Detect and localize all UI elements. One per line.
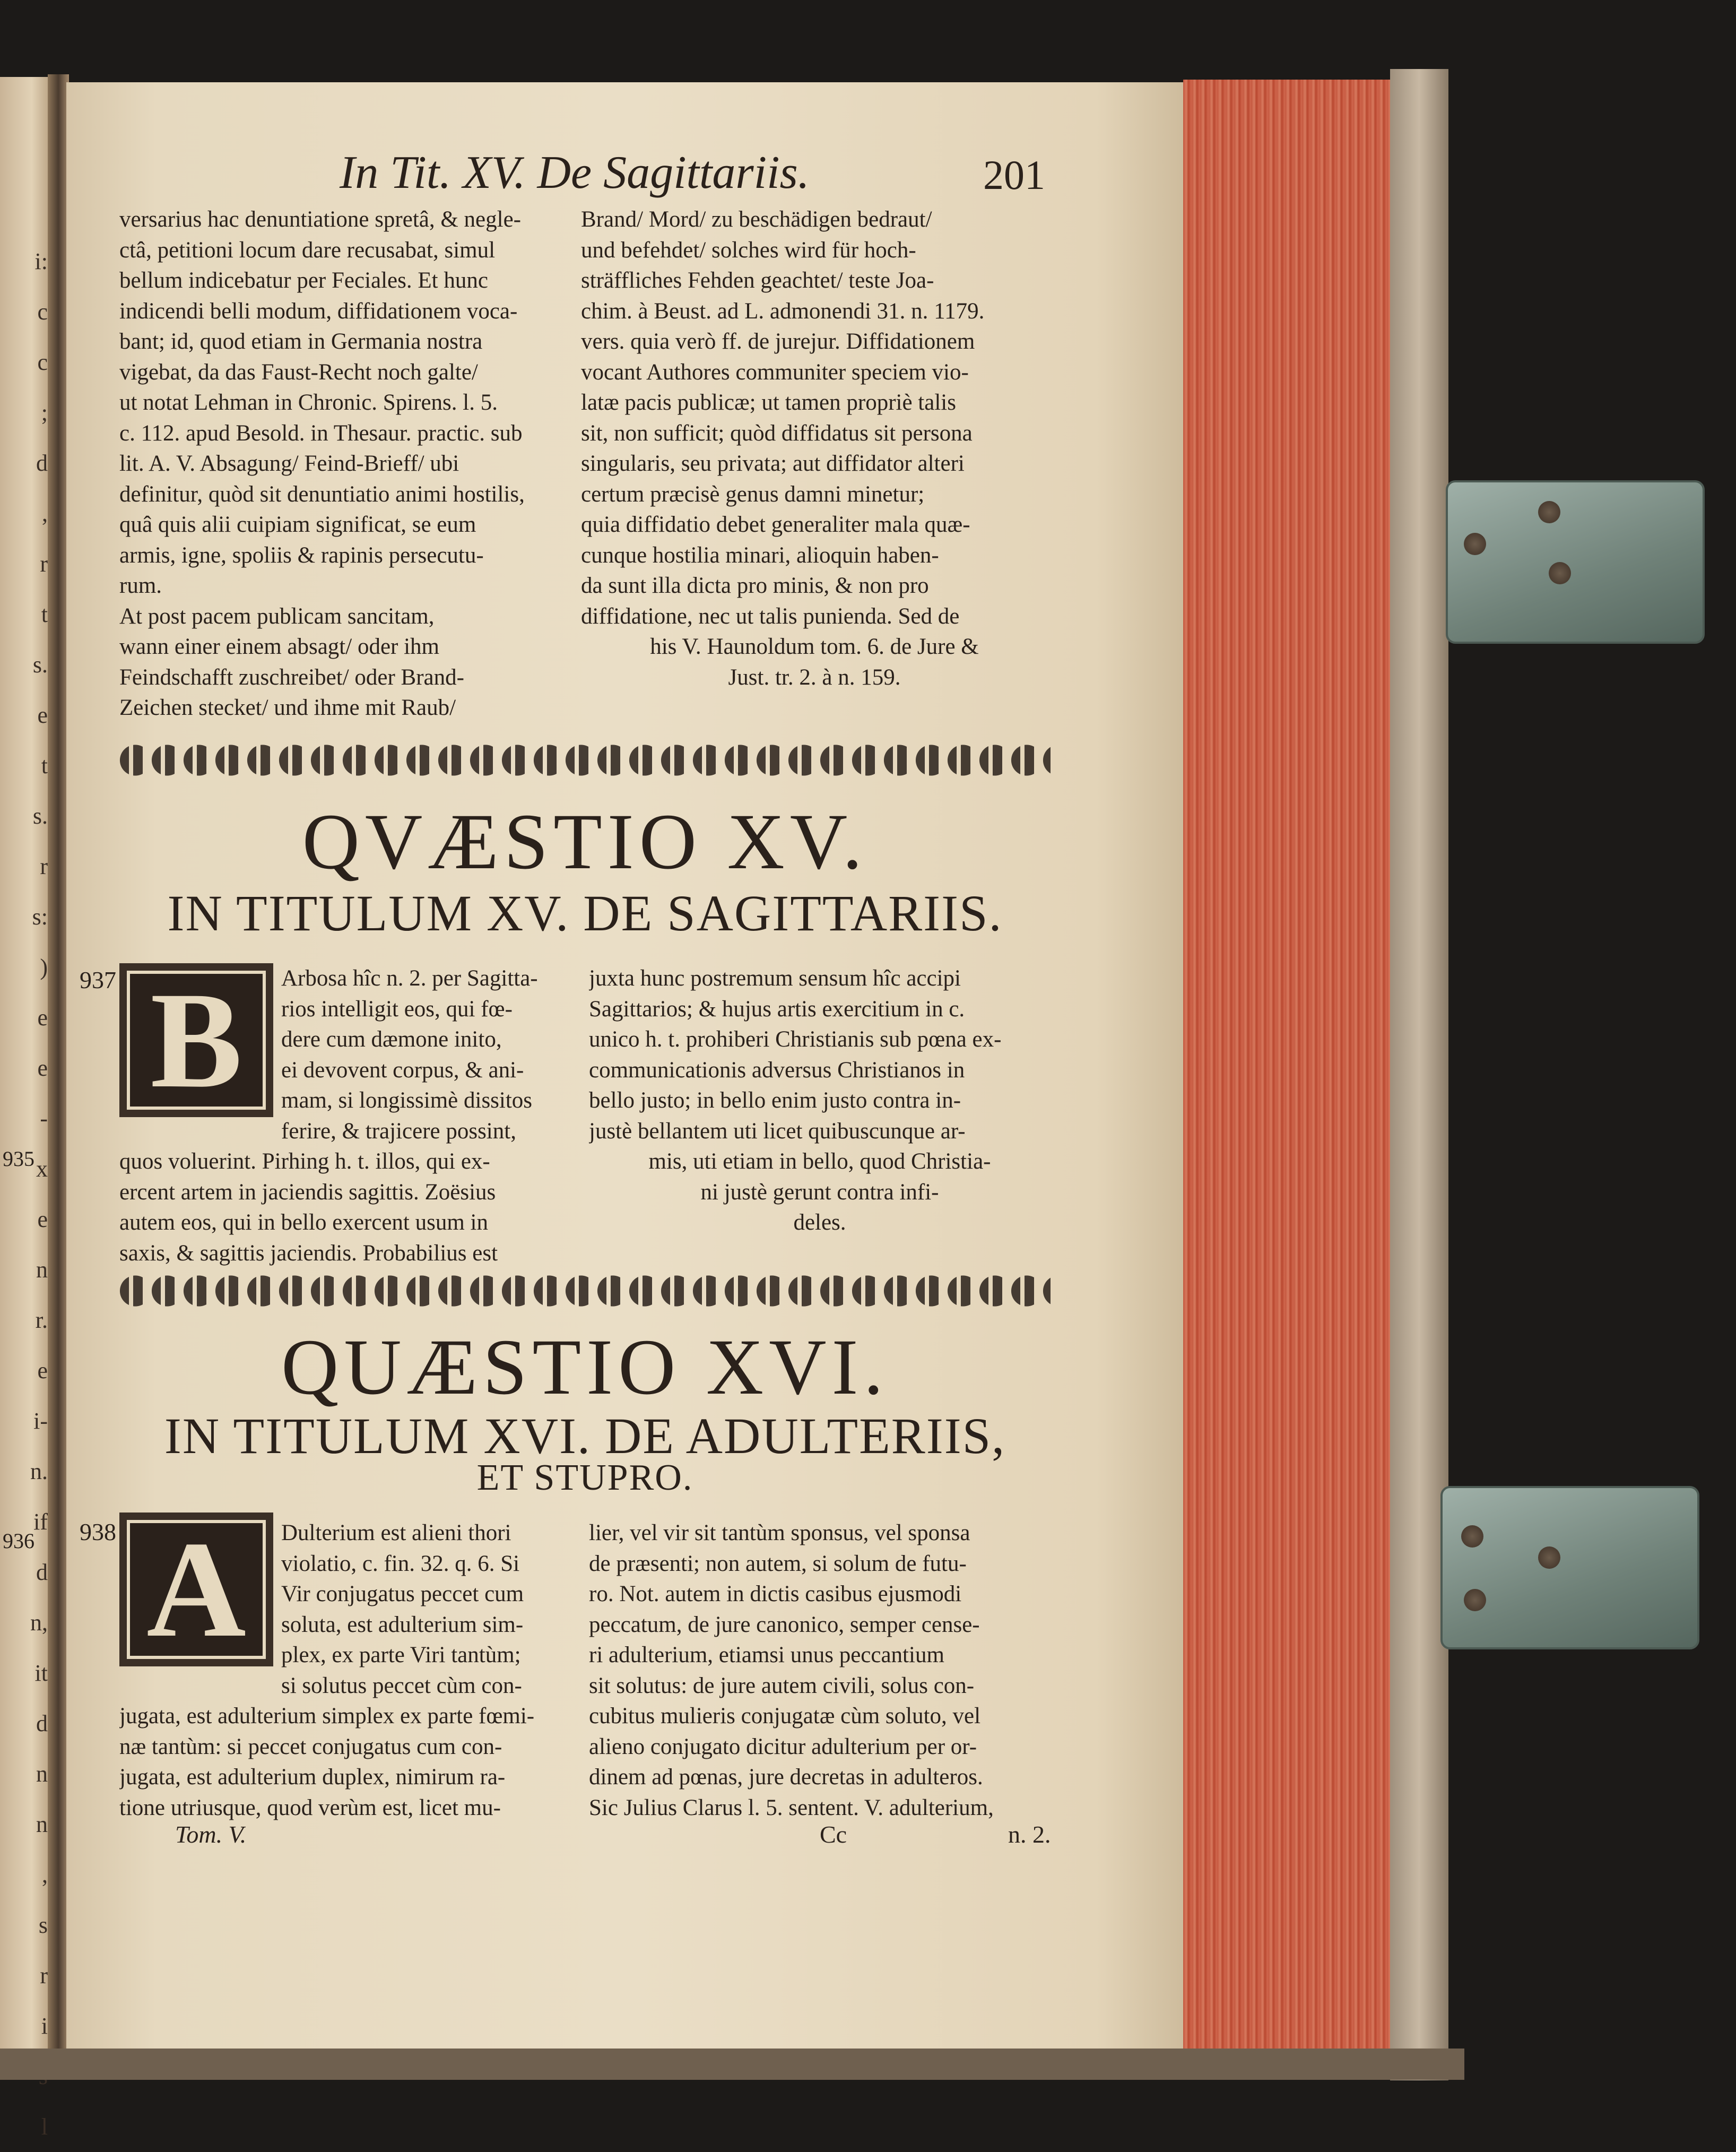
q16-right-column [589,1518,1051,1823]
text-line: rios intelligit eos, qui fœ- [281,996,513,1022]
text-line: At post pacem publicam sancitam, [119,603,435,629]
q15-title: QVÆSTIO XV. [302,798,868,886]
text-line: Vir conjugatus peccet cum [281,1581,524,1606]
q16-left-column [119,1701,568,1823]
margin-fragment: r [40,1963,48,1989]
text-line: jugata, est adulterium simplex ex parte fœmi- [119,1704,535,1728]
margin-fragment: i- [33,1408,48,1434]
left-margin-fragments [11,236,48,2152]
text-line: jugata, est adulterium duplex, nimirum ra- [119,1765,506,1790]
text-line: Dulterium est alieni thori [281,1520,511,1545]
text-line: plex, ex parte Viri tantùm; [281,1643,521,1667]
margin-fragment: n [36,1811,48,1837]
cover-board [1390,69,1448,2080]
margin-fragment: t [41,601,48,627]
q15-subtitle: IN TITULUM XV. DE SAGITTARIIS. [167,885,1003,941]
text-line: c. 112. apud Besold. in Thesaur. practic. sub [119,420,523,446]
margin-fragment: ) [40,954,48,980]
text-line: Feindschafft zuschreibet/ oder Brand- [119,664,464,690]
margin-fragment: i: [34,248,48,274]
text-line: diffidatione, nec ut talis punienda. Sed de [581,603,960,629]
text-line: sit solutus: de jure autem civili, solus con- [589,1673,975,1698]
margin-fragment: s. [32,652,48,678]
red-page-edge [1183,80,1406,2067]
top-right-column [581,204,1048,693]
text-line: peccatum, de jure canonico, semper cense- [589,1612,980,1637]
text-line: justè bellantem uti licet quibuscunque ar- [589,1118,966,1144]
margin-fragment: n [36,1257,48,1283]
clasp-rivet [1461,1525,1483,1548]
margin-fragment: c [37,349,48,375]
text-line: quâ quis alii cuipiam significat, se eum [119,512,476,537]
margin-fragment: - [40,1105,48,1131]
q15-left-column [119,1146,568,1268]
margin-fragment: e [37,1206,48,1232]
q15-drop-cap: B [119,963,273,1117]
ornament-divider [119,1271,1051,1311]
lower-clasp [1440,1486,1699,1649]
text-line: vers. quia verò ff. de jurejur. Diffidationem [581,329,975,354]
text-line: certum præcisè genus damni minetur; [581,481,925,507]
text-line: mam, si longissimè dissitos [281,1088,533,1113]
running-head [329,146,1045,204]
text-line: rum. [119,573,162,598]
text-line: latæ pacis publicæ; ut tamen propriè talis [581,390,956,415]
margin-fragment: d [36,1559,48,1585]
margin-fragment: r [40,853,48,879]
top-left-column [119,204,565,723]
margin-fragment: s [38,1912,48,1938]
text-line: und befehdet/ solches wird für hoch- [581,237,916,263]
text-line: deles. [793,1210,846,1235]
text-line: lier, vel vir sit tantùm sponsus, vel sponsa [589,1520,970,1545]
text-line: ni justè gerunt contra infi- [700,1179,939,1205]
text-line: violatio, c. fin. 32. q. 6. Si [281,1551,520,1576]
margin-fragment: t [41,753,48,779]
clasp-rivet [1464,533,1486,555]
text-line: communicationis adversus Christianos in [589,1057,965,1083]
margin-number: 935 [3,1147,34,1171]
text-line: ro. Not. autem in dictis casibus ejusmodi [589,1581,962,1606]
text-line: chim. à Beust. ad L. admonendi 31. n. 1179. [581,298,985,324]
text-line: lit. A. V. Absagung/ Feind-Brieff/ ubi [119,451,459,476]
margin-fragment: i [41,2013,48,2039]
text-line: ercent artem in jaciendis sagittis. Zoësius [119,1179,496,1205]
text-line: definitur, quòd sit denuntiatio animi hostilis, [119,481,525,507]
margin-fragment: d [36,450,48,476]
text-line: dere cum dæmone inito, [281,1027,502,1052]
text-line: tione utriusque, quod verùm est, licet mu- [119,1795,501,1820]
text-line: alieno conjugato dicitur adulterium per or- [589,1734,977,1759]
margin-fragment: e [37,1358,48,1384]
text-line: wann einer einem absagt/ oder ihm [119,634,439,659]
text-line: ut notat Lehman in Chronic. Spirens. l. 5. [119,390,498,415]
margin-fragment: e [37,1055,48,1081]
text-line: quos voluerint. Pirhing h. t. illos, qui ex- [119,1149,490,1174]
text-line: da sunt illa dicta pro minis, & non pro [581,573,929,598]
text-line: vocant Authores communiter speciem vio- [581,359,969,385]
book-gutter [48,74,69,2070]
margin-fragment: r. [35,1307,48,1333]
text-line: Arbosa hîc n. 2. per Sagitta- [281,966,538,991]
text-line: Brand/ Mord/ zu beschädigen bedraut/ [581,207,932,232]
catchword: n. 2. [1008,1821,1051,1848]
text-line: ferire, & trajicere possint, [281,1118,516,1144]
margin-fragment: if [33,1509,48,1535]
text-line: soluta, est adulterium sim- [281,1612,524,1637]
q16-text-beside-cap [281,1518,568,1701]
margin-fragment: l [41,2114,48,2140]
clasp-rivet [1538,1546,1560,1569]
text-line: bant; id, quod etiam in Germania nostra [119,329,483,354]
text-line: ei devovent corpus, & ani- [281,1057,524,1083]
upper-clasp [1446,480,1705,644]
margin-fragment: r [40,551,48,577]
text-line: dinem ad pœnas, jure decretas in adulteros. [589,1765,983,1790]
text-line: Sagittarios; & hujus artis exercitium in c. [589,996,965,1022]
q16-number: 938 [80,1518,116,1545]
clasp-rivet [1549,562,1571,584]
margin-fragment: n. [30,1458,48,1484]
q15-right-column [589,963,1051,1238]
text-line: singularis, seu privata; aut diffidator alteri [581,451,965,476]
margin-fragment: c [37,299,48,325]
text-line: ctâ, petitioni locum dare recusabat, simul [119,237,496,263]
text-line: unico h. t. prohiberi Christianis sub pœna ex- [589,1027,1002,1052]
q15-number: 937 [80,966,116,993]
text-line: quia diffidatio debet generaliter mala quæ- [581,512,970,537]
text-line: armis, igne, spoliis & rapinis persecutu- [119,542,484,568]
text-line: Zeichen stecket/ und ihme mit Raub/ [119,695,456,720]
text-line: his V. Haunoldum tom. 6. de Jure & [650,634,979,659]
running-title: In Tit. XV. De Sagittariis. [340,147,810,198]
text-line: bellum indicebatur per Feciales. Et hunc [119,268,488,293]
margin-fragment: n [36,1761,48,1787]
margin-fragment: x [36,1156,48,1182]
text-line: Sic Julius Clarus l. 5. sentent. V. adulterium, [589,1795,994,1820]
ornament-divider [119,740,1051,780]
margin-number: 936 [3,1529,34,1553]
text-line: cubitus mulieris conjugatæ cùm soluto, vel [589,1704,981,1728]
margin-fragment: d [36,1710,48,1736]
text-line: Just. tr. 2. à n. 159. [728,664,901,690]
text-line: sträffliches Fehden geachtet/ teste Joa- [581,268,934,293]
margin-fragment: , [42,1862,48,1888]
text-line: versarius hac denuntiatione spretâ, & negle- [119,207,521,232]
text-line: de præsenti; non autem, si solum de futu- [589,1551,967,1576]
text-line: bello justo; in bello enim justo contra in- [589,1088,961,1113]
q16-drop-cap: A [119,1513,273,1666]
text-line: sit, non sufficit; quòd diffidatus sit persona [581,420,973,446]
clasp-rivet [1538,501,1560,523]
text-line: cunque hostilia minari, alioquin haben- [581,542,939,568]
margin-fragment: n, [30,1610,48,1636]
text-line: ri adulterium, etiamsi unus peccantium [589,1643,944,1667]
text-line: vigebat, da das Faust-Recht noch galte/ [119,359,478,385]
margin-fragment: s. [32,803,48,829]
left-page-edge [0,77,53,2140]
margin-fragment: , [42,500,48,526]
margin-fragment: e [37,1005,48,1031]
text-line: indicendi belli modum, diffidationem voca- [119,298,518,324]
q16-subtitle-line1: IN TITULUM XVI. DE ADULTERIIS, [164,1407,1006,1464]
page-number: 201 [983,152,1045,198]
q16-subtitle-line2: ET STUPRO. [476,1457,693,1498]
text-line: saxis, & sagittis jaciendis. Probabilius est [119,1240,498,1266]
margin-fragment: ; [41,400,48,426]
cover-bottom [0,2049,1464,2080]
q16-title: QUÆSTIO XVI. [281,1323,889,1411]
volume-mark: Tom. V. [175,1821,247,1848]
clasp-rivet [1464,1589,1486,1611]
text-line: mis, uti etiam in bello, quod Christia- [648,1149,991,1174]
margin-fragment: e [37,702,48,728]
q15-text-beside-cap [281,963,568,1146]
text-line: næ tantùm: si peccet conjugatus cum con- [119,1734,502,1759]
margin-fragment: it [34,1660,48,1686]
margin-fragment: s: [32,904,48,930]
text-line: si solutus peccet cùm con- [281,1673,522,1698]
text-line: autem eos, qui in bello exercent usum in [119,1210,488,1235]
text-line: juxta hunc postremum sensum hîc accipi [589,966,961,991]
signature-mark: Cc [820,1821,847,1848]
